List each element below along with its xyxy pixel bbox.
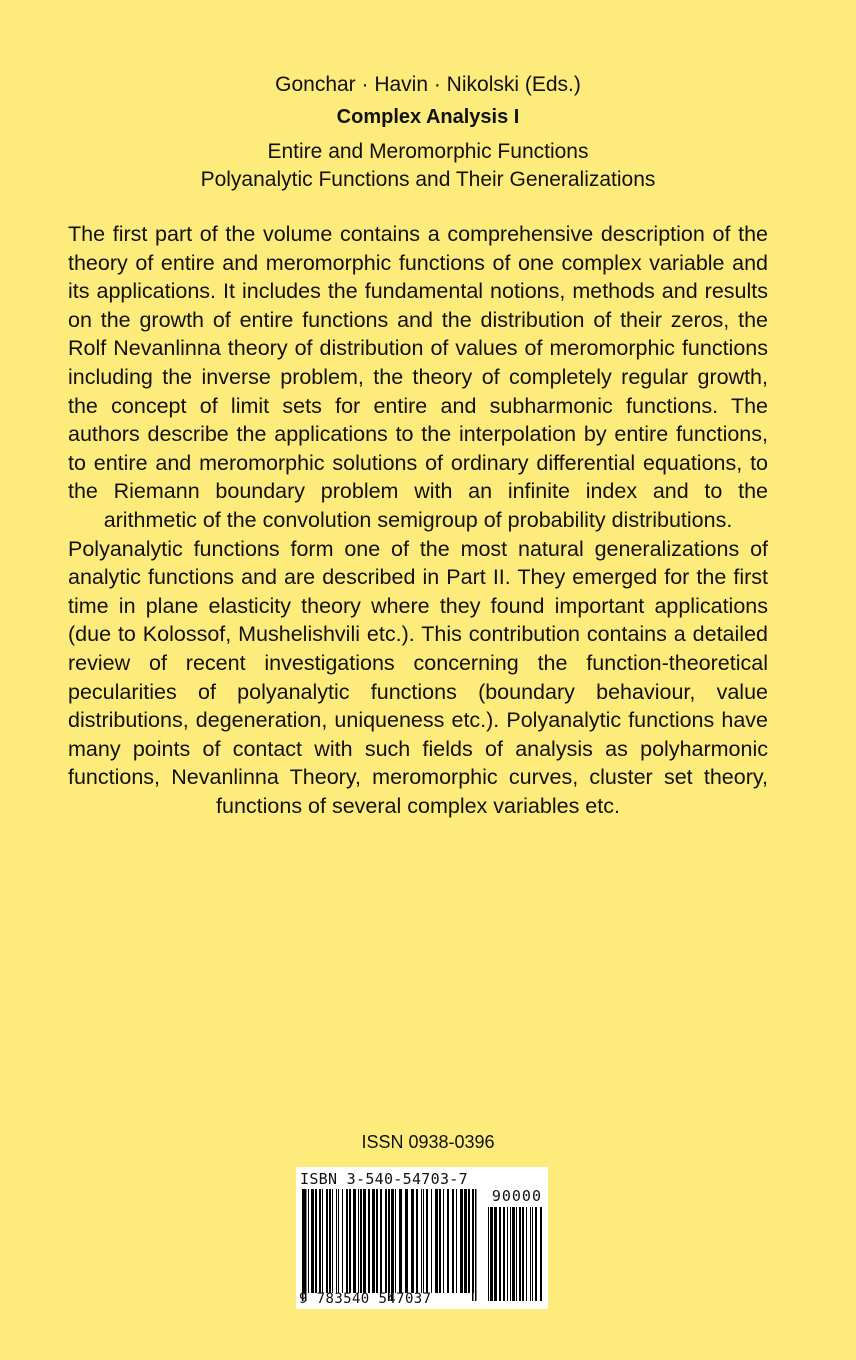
barcode-bar xyxy=(423,1189,424,1293)
barcode-bar xyxy=(308,1189,309,1293)
barcode-bar xyxy=(358,1189,359,1293)
barcode-bar xyxy=(519,1207,521,1301)
barcode-guard-bar xyxy=(472,1189,474,1301)
barcode-bar xyxy=(322,1189,323,1293)
barcode-guard-bar xyxy=(391,1189,393,1301)
barcode-bar xyxy=(395,1189,396,1293)
barcode-guard-bar xyxy=(388,1189,390,1301)
barcode-bar xyxy=(499,1207,501,1301)
barcode-bar xyxy=(512,1207,515,1301)
barcode-bar xyxy=(380,1189,382,1293)
price-addon-digits: 90000 xyxy=(491,1187,542,1205)
barcode-bar xyxy=(460,1189,463,1293)
description-blurb xyxy=(68,220,768,820)
editors-line: Gonchar · Havin · Nikolski (Eds.) xyxy=(275,73,581,96)
barcode-bar xyxy=(494,1207,497,1301)
barcode-bar xyxy=(532,1207,533,1301)
barcode-bar xyxy=(516,1207,517,1301)
barcode-bar xyxy=(431,1189,432,1293)
ean-digits: 9 783540 547037 xyxy=(299,1291,432,1307)
subtitle-line-2: Polyanalytic Functions and Their Generalizations xyxy=(200,168,656,191)
barcode-bar xyxy=(526,1207,527,1301)
barcode-bar xyxy=(372,1189,375,1293)
barcode-bar xyxy=(336,1189,337,1293)
issn-label: ISSN 0938-0396 xyxy=(361,1132,495,1152)
barcode-bar xyxy=(439,1189,441,1293)
barcode-bar xyxy=(456,1189,457,1293)
barcode-bar xyxy=(311,1189,314,1293)
barcode-bar xyxy=(353,1189,356,1293)
description-paragraph-2: Polyanalytic functions form one of the most natural generalizations of analytic functions and are described in Part II. They emerged for the first time in plane elasticity theory where they found important applications (due to Kolossof, Mushelishvili etc.). This contribution contains a detailed review of recent investigations concerning the function-theoretical pecularities of polyanalytic functions (boundary behaviour, value distributions, degeneration, uniqueness etc.). Polyanalytic functions have many points of contact with such fields of analysis as polyharmonic functions, Nevanlinna Theory, meromorphic curves, cluster set theory, functions of several complex variables etc. xyxy=(68,536,768,818)
barcode-bar xyxy=(468,1189,470,1293)
barcode-bar xyxy=(368,1189,370,1293)
barcode-bar xyxy=(522,1207,524,1301)
barcode-bar xyxy=(405,1189,408,1293)
barcode-bar xyxy=(411,1189,414,1293)
barcode-bar xyxy=(488,1207,489,1301)
barcode-bar xyxy=(363,1189,366,1293)
barcode-bar xyxy=(530,1207,531,1301)
barcode-bar xyxy=(540,1207,542,1301)
book-title: Complex Analysis I xyxy=(336,106,520,128)
barcode-bar xyxy=(535,1207,537,1301)
barcode-bar xyxy=(490,1207,493,1301)
barcode-bar xyxy=(399,1189,402,1293)
barcode-guard-bar xyxy=(302,1189,304,1301)
barcode-bar xyxy=(349,1189,351,1293)
barcode-bar xyxy=(338,1189,339,1293)
barcode-bar xyxy=(452,1189,454,1293)
barcode-bar xyxy=(416,1189,418,1293)
barcode-bar xyxy=(385,1189,387,1293)
barcode-bar xyxy=(447,1189,449,1293)
barcode-bar xyxy=(421,1189,422,1293)
barcode-bar xyxy=(503,1207,505,1301)
barcode-bar xyxy=(329,1189,331,1293)
barcode-bar xyxy=(510,1207,511,1301)
description-paragraph-1: The first part of the volume contains a comprehensive description of the theory of entire and meromorphic functions of one complex variable and its applications. It includes the fundamental notions, methods and results on the growth of entire functions and the distribution of their zeros, the Rolf Nevanlinna theory of distribution of values of meromorphic functions including the inverse problem, the theory of completely regular growth, the concept of limit sets for entire and subharmonic functions. The authors describe the applications to the interpolation by entire functions, to entire and meromorphic solutions of ordinary differential equations, to the Riemann boundary problem with an infinite index and to the arithmetic of the convolution semigroup of probability distributions. xyxy=(68,222,768,532)
barcode-guard-bar xyxy=(475,1189,477,1301)
barcode-guard-bar xyxy=(305,1189,307,1301)
barcode xyxy=(296,1167,548,1309)
barcode-bar xyxy=(443,1189,444,1293)
barcode-bar xyxy=(342,1189,343,1293)
isbn-label: ISBN 3-540-54703-7 xyxy=(300,1170,468,1188)
barcode-bar xyxy=(376,1189,378,1293)
barcode-bar xyxy=(315,1189,317,1293)
barcode-bar xyxy=(426,1189,428,1293)
barcode-bar xyxy=(319,1189,321,1293)
barcode-bar xyxy=(507,1207,508,1301)
subtitle-line-1: Entire and Meromorphic Functions xyxy=(267,140,589,163)
barcode-bar xyxy=(326,1189,328,1293)
barcode-bar xyxy=(332,1189,333,1293)
barcode-bar xyxy=(346,1189,348,1293)
barcode-bar xyxy=(435,1189,438,1293)
barcode-bar xyxy=(360,1189,362,1293)
barcode-bar xyxy=(464,1189,467,1293)
